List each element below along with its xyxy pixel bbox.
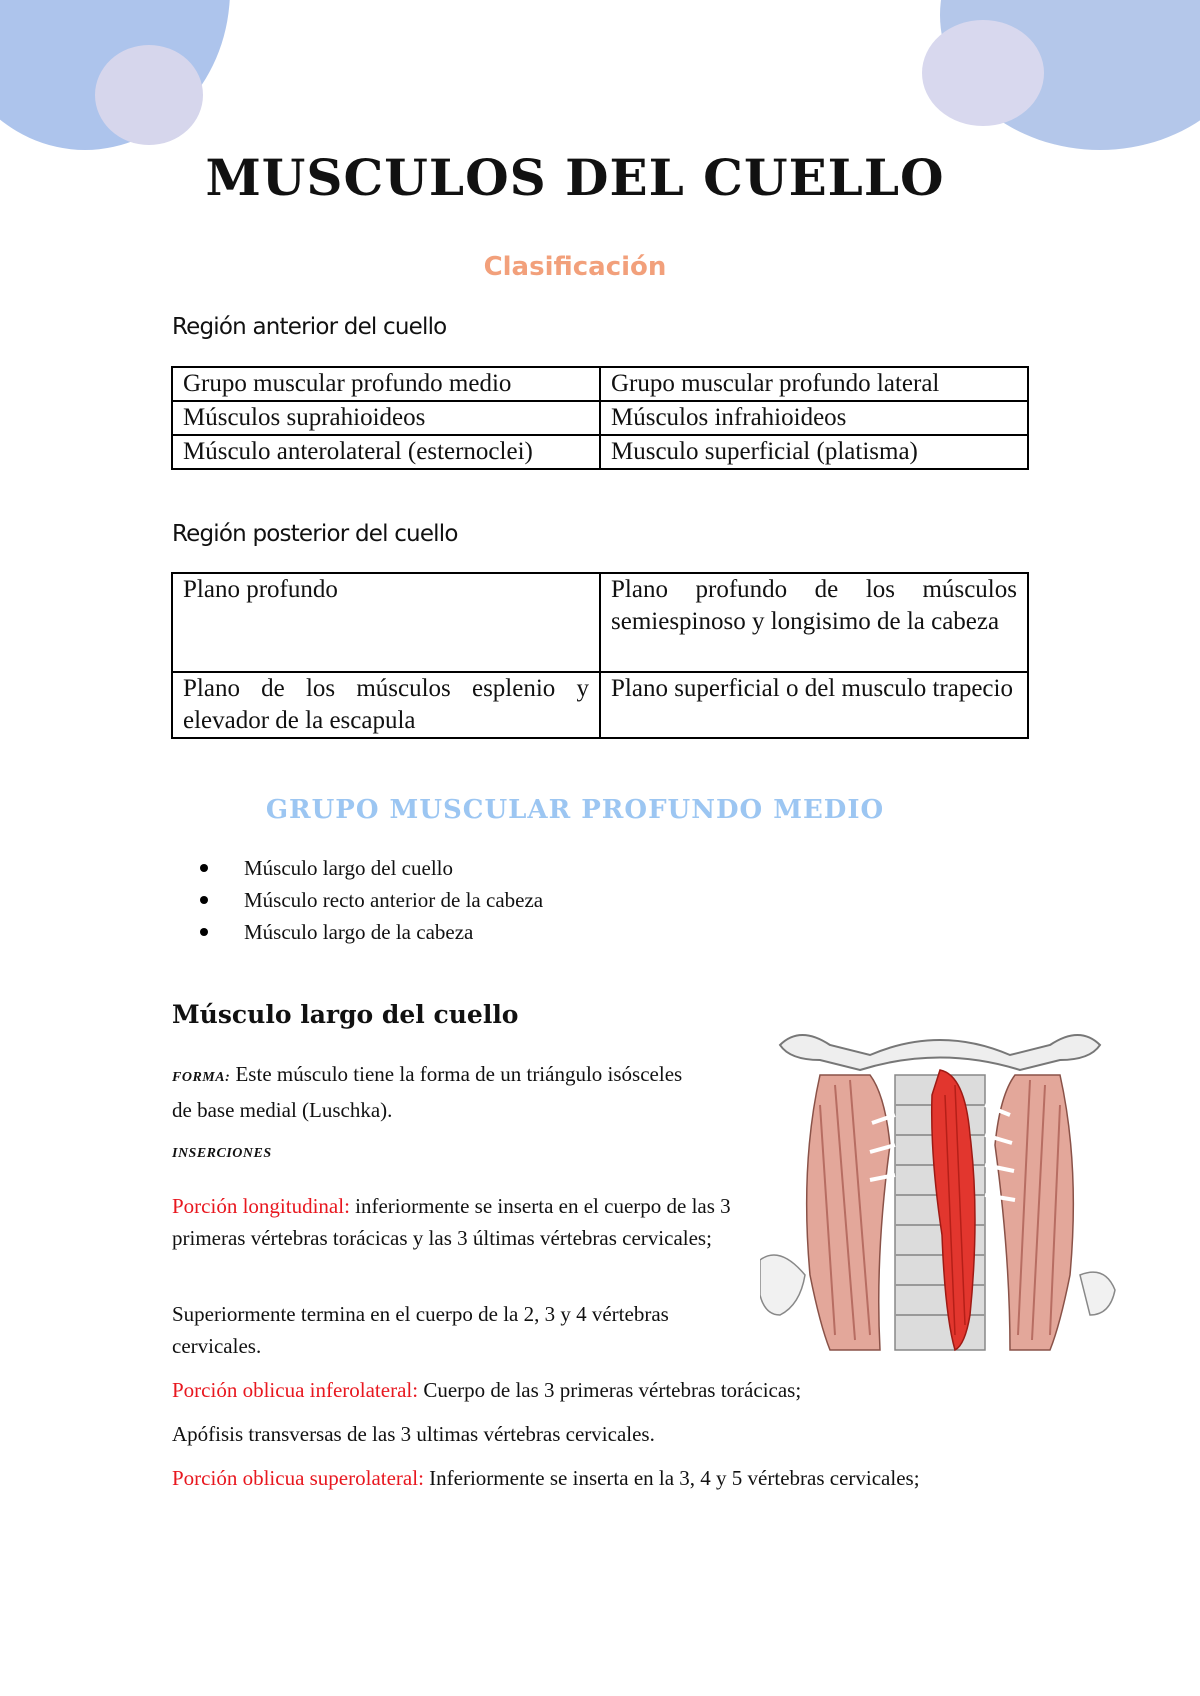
- table-cell: Grupo muscular profundo lateral: [600, 367, 1028, 401]
- forma-label: FORMA:: [172, 1070, 231, 1085]
- table-cell: Músculos infrahioideos: [600, 401, 1028, 435]
- table-cell: Plano profundo: [172, 573, 600, 672]
- list-item: Músculo recto anterior de la cabeza: [198, 884, 543, 916]
- muscle-list: [198, 852, 543, 948]
- porcion-superolateral-text: Inferiormente se inserta en la 3, 4 y 5 vértebras cervicales;: [429, 1466, 920, 1490]
- table-row: [172, 672, 1028, 738]
- page-title: MUSCULOS DEL CUELLO: [205, 148, 945, 207]
- table-cell: Músculo anterolateral (esternoclei): [172, 435, 600, 469]
- neck-muscles-illustration: [760, 1015, 1120, 1365]
- posterior-table: [171, 572, 1029, 739]
- table-cell: Plano superficial o del musculo trapecio: [600, 672, 1028, 738]
- list-item: Músculo largo de la cabeza: [198, 916, 543, 948]
- porcion-inferolateral-paragraph: [172, 1374, 952, 1406]
- list-item: Músculo largo del cuello: [198, 852, 543, 884]
- table-cell: Plano profundo de los músculos semiespinoso y longisimo de la cabeza: [600, 573, 1028, 672]
- decor-circle-top-right-small: [922, 20, 1044, 126]
- porcion-superolateral-paragraph: [172, 1462, 952, 1494]
- anterior-heading: Región anterior del cuello: [172, 314, 447, 340]
- anterior-table: [171, 366, 1029, 470]
- table-cell: Grupo muscular profundo medio: [172, 367, 600, 401]
- table-cell: Musculo superficial (platisma): [600, 435, 1028, 469]
- posterior-heading: Región posterior del cuello: [172, 521, 458, 547]
- porcion-longitudinal-label: Porción longitudinal:: [172, 1194, 350, 1218]
- table-row: [172, 573, 1028, 672]
- porcion-superolateral-label: Porción oblicua superolateral:: [172, 1466, 424, 1490]
- muscle-title: Músculo largo del cuello: [172, 1000, 519, 1029]
- superiormente-paragraph: Superiormente termina en el cuerpo de la 2, 3 y 4 vértebras cervicales.: [172, 1302, 669, 1358]
- table-cell: Plano de los músculos esplenio y elevador de la escapula: [172, 672, 600, 738]
- subtitle: Clasificación: [483, 252, 667, 282]
- table-cell: Músculos suprahioideos: [172, 401, 600, 435]
- table-row: [172, 401, 1028, 435]
- decor-circle-top-left-small: [95, 45, 203, 145]
- table-row: [172, 435, 1028, 469]
- section-title: GRUPO MUSCULAR PROFUNDO MEDIO: [265, 795, 885, 825]
- porcion-longitudinal-paragraph: [172, 1190, 752, 1254]
- forma-paragraph: [172, 1058, 692, 1126]
- table-row: [172, 367, 1028, 401]
- porcion-inferolateral-text: Cuerpo de las 3 primeras vértebras torácicas;: [423, 1378, 802, 1402]
- porcion-inferolateral-label: Porción oblicua inferolateral:: [172, 1378, 419, 1402]
- forma-text: Este músculo tiene la forma de un triángulo isósceles de base medial (Luschka).: [172, 1062, 683, 1122]
- inserciones-label: INSERCIONES: [172, 1146, 272, 1161]
- porcion-longitudinal-text: inferiormente se inserta en el cuerpo de las 3 primeras vértebras torácicas y las 3 últimas vértebras cervicales;: [172, 1194, 731, 1250]
- apofisis-paragraph: Apófisis transversas de las 3 ultimas vértebras cervicales.: [172, 1422, 655, 1446]
